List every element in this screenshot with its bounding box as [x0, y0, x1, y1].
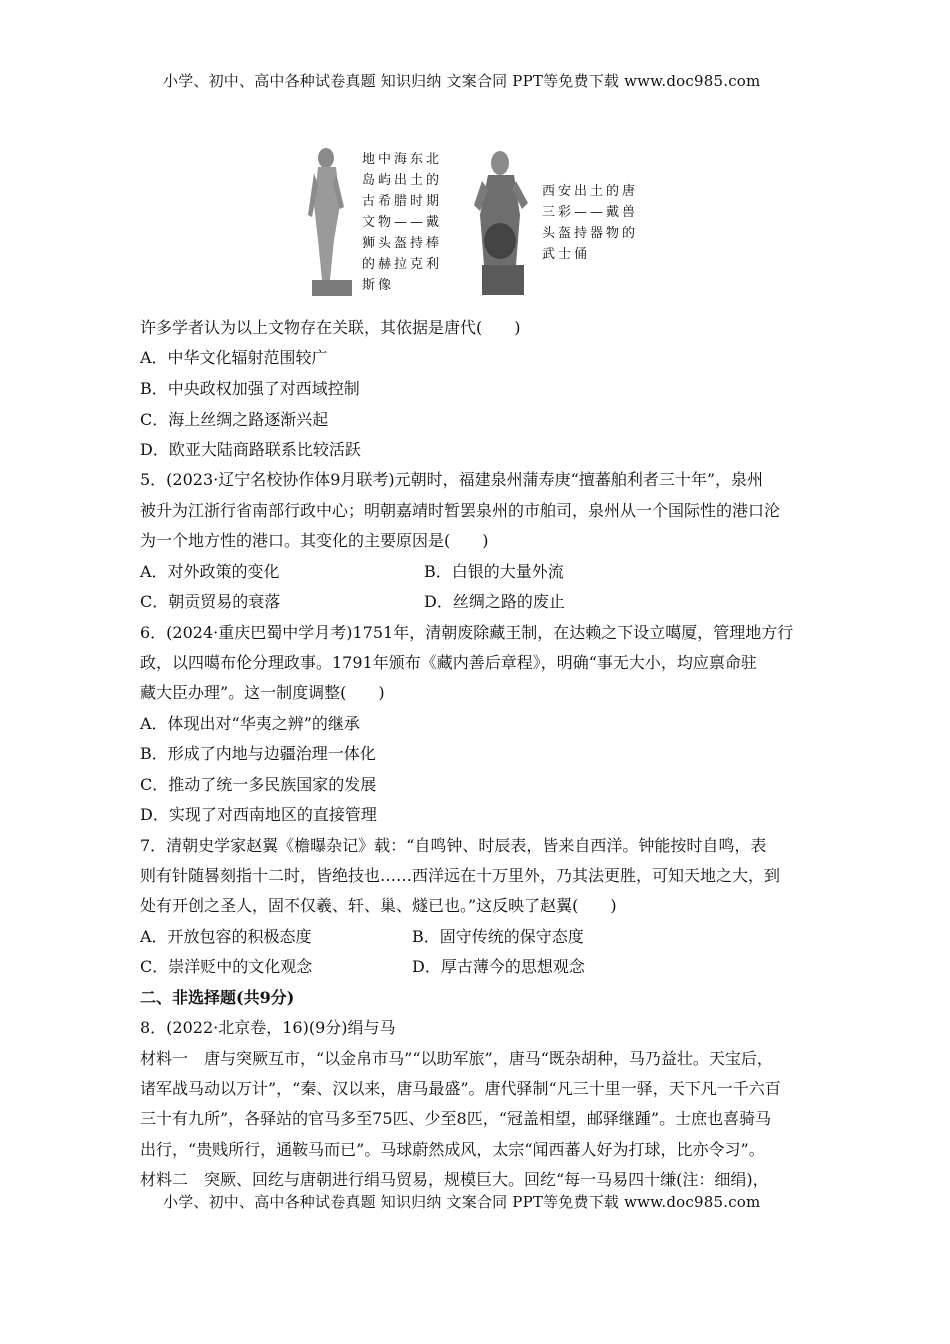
heracles-caption: 地中海东北 岛屿出土的 古希腊时期 文物——戴 狮头盔持棒 的赫拉克利 斯像 [362, 152, 443, 293]
q8-material-line-2: 诸军战马动以万计”，“秦、汉以来，唐马最盛”。唐代驿制“凡三十里一驿，天下凡一千六百 [140, 1079, 781, 1098]
q4-option-a: A．中华文化辐射范围较广 [140, 348, 328, 367]
q5-option-a: A．对外政策的变化 [140, 562, 280, 581]
q4-option-d: D．欧亚大陆商路联系比较活跃 [140, 440, 361, 459]
q8-material-line-4: 出行，“贵贱所行，通鞍马而已”。马球蔚然成风，太宗“闻西蕃人好为打球，比亦令习”。 [140, 1140, 765, 1159]
q6-line-2: 政，以四噶布伦分理政事。1791年颁布《藏内善后章程》，明确“事无大小，均应禀命驻 [140, 653, 757, 672]
artifact-figure [300, 145, 660, 305]
q8-title: 8．(2022·北京卷，16)(9分)绢与马 [140, 1018, 396, 1037]
page-header: 小学、初中、高中各种试卷真题 知识归纳 文案合同 PPT等免费下载 www.doc985.com [163, 72, 761, 90]
section-two-heading: 二、非选择题(共9分) [140, 988, 295, 1007]
heracles-statue-image [300, 145, 360, 300]
q5-line-1: 5．(2023·辽宁名校协作体9月联考)元朝时，福建泉州蒲寿庚“擅蕃舶利者三十年”，泉州 [140, 470, 764, 489]
q5-option-b: B．白银的大量外流 [424, 562, 564, 581]
q8-material-line-1: 材料一 唐与突厥互市，“以金帛市马”“以助军旅”，唐马“既杂胡种，马乃益壮。天宝后， [140, 1049, 773, 1068]
q8-material-line-3: 三十有九所”，各驿站的官马多至75匹、少至8匹，“冠盖相望，邮驿继踵”。士庶也喜骑马 [140, 1109, 772, 1128]
q5-line-2: 被升为江浙行省南部行政中心；明朝嘉靖时暂罢泉州的市舶司，泉州从一个国际性的港口沦 [140, 501, 781, 520]
q6-option-c: C．推动了统一多民族国家的发展 [140, 775, 377, 794]
q6-line-3: 藏大臣办理”。这一制度调整( ) [140, 683, 385, 702]
q6-option-b: B．形成了内地与边疆治理一体化 [140, 744, 376, 763]
q7-option-a: A．开放包容的积极态度 [140, 927, 312, 946]
q5-option-d: D．丝绸之路的废止 [424, 592, 565, 611]
q7-line-1: 7．清朝史学家赵翼《檐曝杂记》载：“自鸣钟、时辰表，皆来自西洋。钟能按时自鸣，表 [140, 836, 767, 855]
q6-line-1: 6．(2024·重庆巴蜀中学月考)1751年，清朝废除藏王制，在达赖之下设立噶厦，管理地方行 [140, 623, 794, 642]
q7-line-2: 则有针随晷刻指十二时，皆绝技也……西洋远在十万里外，乃其法更胜，可知天地之大，到 [140, 866, 781, 885]
q7-option-b: B．固守传统的保守态度 [412, 927, 584, 946]
q7-option-c: C．崇洋贬中的文化观念 [140, 957, 313, 976]
page-footer: 小学、初中、高中各种试卷真题 知识归纳 文案合同 PPT等免费下载 www.doc985.com [163, 1193, 761, 1211]
q4-stem: 许多学者认为以上文物存在关联，其依据是唐代( ) [140, 318, 521, 337]
q8-material-line-5: 材料二 突厥、回纥与唐朝进行绢马贸易，规模巨大。回纥“每一马易四十缣(注：细绢)， [140, 1170, 769, 1189]
tang-warrior-image [472, 145, 534, 300]
q5-option-c: C．朝贡贸易的衰落 [140, 592, 281, 611]
q7-option-d: D．厚古薄今的思想观念 [412, 957, 585, 976]
q4-option-b: B．中央政权加强了对西域控制 [140, 379, 360, 398]
warrior-caption: 西安出土的唐 三彩——戴兽 头盔持器物的 武士俑 [542, 184, 639, 262]
q4-option-c: C．海上丝绸之路逐渐兴起 [140, 410, 329, 429]
q6-option-a: A．体现出对“华夷之辨”的继承 [140, 714, 360, 733]
q6-option-d: D．实现了对西南地区的直接管理 [140, 805, 377, 824]
q7-line-3: 处有开创之圣人，固不仅羲、轩、巢、燧已也。”这反映了赵翼( ) [140, 896, 617, 915]
q5-line-3: 为一个地方性的港口。其变化的主要原因是( ) [140, 531, 489, 550]
